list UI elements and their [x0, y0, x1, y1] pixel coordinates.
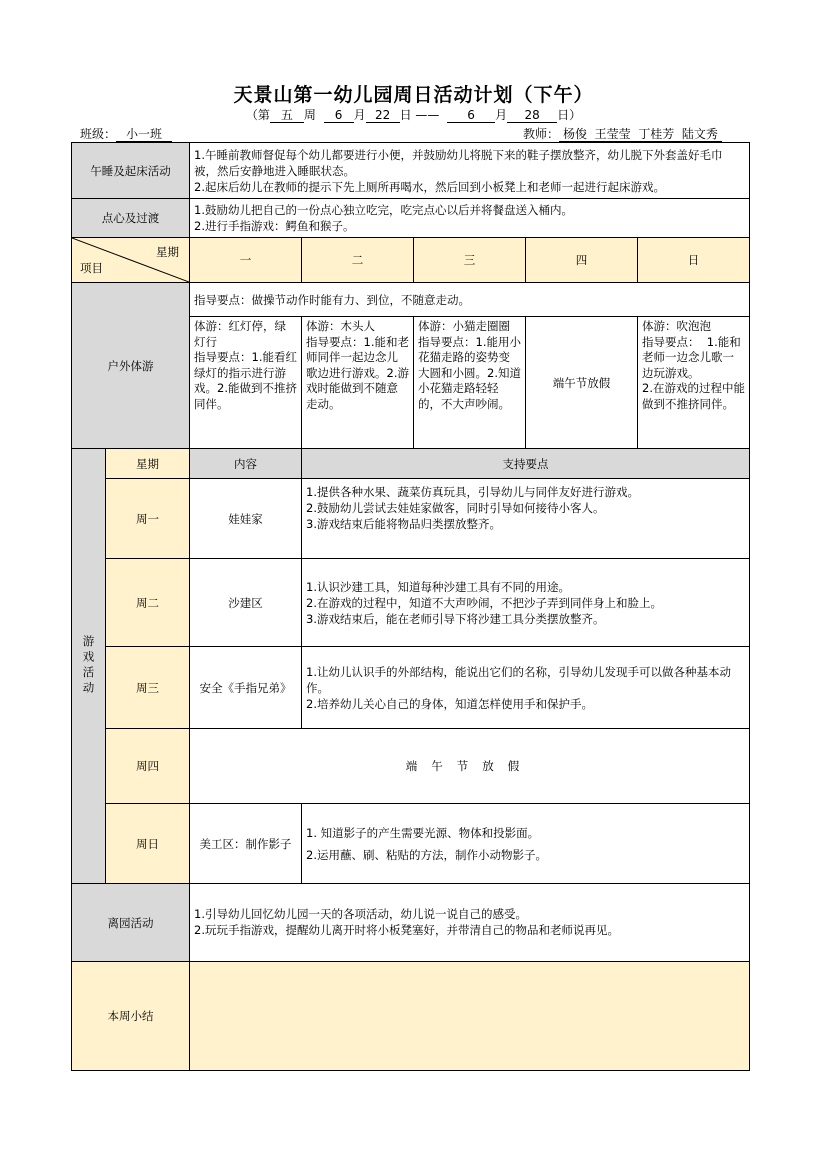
week-range: [0, 106, 827, 123]
start-month: 6: [324, 109, 354, 123]
games-content: 美工区：制作影子: [190, 804, 302, 884]
support-line: 1.认识沙建工具，知道每种沙建工具有不同的用途。: [306, 579, 570, 594]
weekday-header-row: [72, 238, 750, 283]
games-row-mon: [72, 479, 750, 559]
games-col-content: 内容: [190, 449, 302, 479]
nap-row: [72, 143, 750, 199]
games-row-thu: [72, 729, 750, 804]
outdoor-wed: 体游：小猫走圈圈 指导要点：1.能用小花猫走路的姿势变大圆和小圆。2.知道小花猫走路轻轻的，不大声吵闹。: [414, 317, 526, 450]
games-support: [302, 479, 750, 559]
day-label: 日: [399, 108, 412, 122]
outdoor-label: 户外体游: [72, 283, 190, 450]
games-content: 安全《手指兄弟》: [190, 647, 302, 729]
outdoor-tue: 体游：木头人 指导要点：1.能和老师同伴一起边念儿歌边进行游戏。2.游戏时能做到不随意走动。: [302, 317, 414, 450]
outdoor-guide-row: [72, 283, 750, 317]
class-info: [80, 125, 172, 142]
schedule-table: [71, 142, 750, 450]
leave-line-2: 2.玩玩手指游戏，提醒幼儿离开时将小板凳塞好，并带清自己的物品和老师说再见。: [194, 923, 619, 937]
end-day: 28: [507, 109, 557, 123]
day-header-mon: 一: [190, 238, 302, 283]
month-label: 月: [353, 108, 366, 122]
day-header-wed: 三: [414, 238, 526, 283]
games-support: [302, 559, 750, 647]
teacher-names: 杨俊 王莹莹 丁桂芳 陆文秀: [559, 128, 722, 142]
summary-label: 本周小结: [72, 962, 190, 1071]
week-number: 五: [270, 109, 304, 123]
snack-line-2: 2.进行手指游戏：鳄鱼和猴子。: [194, 219, 355, 233]
nap-label: 午睡及起床活动: [72, 143, 190, 199]
games-col-support: 支持要点: [302, 449, 750, 479]
support-line: 2.鼓励幼儿尝试去娃娃家做客，同时引导如何接待小客人。: [306, 501, 605, 515]
support-line: 3.游戏结束后，能在老师引导下将沙建工具分类摆放整齐。: [306, 611, 605, 626]
start-day: 22: [366, 109, 400, 123]
games-day: 周三: [106, 647, 190, 729]
week-label: 周: [303, 108, 316, 122]
games-day: 周一: [106, 479, 190, 559]
nap-content: [190, 143, 750, 199]
range-suffix: 日）: [557, 108, 582, 122]
games-section-label: [72, 449, 106, 884]
support-line: 2.在游戏的过程中，知道不大声吵闹，不把沙子弄到同伴身上和脸上。: [306, 595, 662, 610]
corner-weekday-label: 星期: [156, 245, 179, 259]
end-month: 6: [447, 109, 495, 123]
games-day: 周日: [106, 804, 190, 884]
games-content: 沙建区: [190, 559, 302, 647]
outdoor-guide: 指导要点：做操节动作时能有力、到位，不随意走动。: [190, 283, 750, 317]
day-header-sun: 日: [638, 238, 750, 283]
games-header-row: [72, 449, 750, 479]
games-section-text: 游戏活动: [81, 635, 96, 697]
leave-label: 离园活动: [72, 884, 190, 962]
leave-content: [190, 884, 750, 962]
class-value: 小一班: [116, 128, 172, 142]
month-label: 月: [495, 108, 508, 122]
support-line: 1. 知道影子的产生需要光源、物体和投影面。: [306, 825, 540, 840]
page-title: 天景山第一幼儿园周日活动计划（下午）: [233, 84, 594, 106]
support-line: 1.提供各种水果、蔬菜仿真玩具，引导幼儿与同伴友好进行游戏。: [306, 485, 639, 499]
leave-line-1: 1.引导幼儿回忆幼儿园一天的各项活动，幼儿说一说自己的感受。: [194, 907, 527, 921]
class-label: 班级：: [80, 127, 117, 141]
teacher-label: 教师：: [523, 127, 560, 141]
support-line: 2.培养幼儿关心自己的身体，知道怎样使用手和保护手。: [306, 696, 593, 711]
snack-content: [190, 199, 750, 238]
summary-content[interactable]: [190, 962, 750, 1071]
games-row-tue: [72, 559, 750, 647]
games-content: 娃娃家: [190, 479, 302, 559]
snack-row: [72, 199, 750, 238]
games-support: [302, 804, 750, 884]
week-prefix: （第: [245, 108, 270, 122]
games-row-wed: [72, 647, 750, 729]
games-table: [71, 448, 750, 1071]
games-row-sun: [72, 804, 750, 884]
outdoor-thu: 端午节放假: [526, 317, 638, 450]
nap-line-1: 1.午睡前教师督促每个幼儿都要进行小便，并鼓励幼儿将脱下来的鞋子摆放整齐，幼儿脱下外套盖好毛巾被，然后安静地进入睡眠状态。: [194, 147, 723, 178]
leave-row: [72, 884, 750, 962]
support-line: 1.让幼儿认识手的外部结构，能说出它们的名称，引导幼儿发现手可以做各种基本动作。: [306, 664, 731, 695]
day-header-tue: 二: [302, 238, 414, 283]
snack-line-1: 1.鼓励幼儿把自己的一份点心独立吃完，吃完点心以后并将餐盘送入桶内。: [194, 203, 573, 217]
games-day: 周四: [106, 729, 190, 804]
corner-item-label: 项目: [80, 261, 103, 275]
games-support: [302, 647, 750, 729]
games-holiday: 端午节放假: [190, 729, 750, 804]
outdoor-sun: 体游：吹泡泡 指导要点： 1.能和老师一边念儿歌一边玩游戏。 2.在游戏的过程中能做到不推挤同伴。: [638, 317, 750, 450]
day-header-thu: 四: [526, 238, 638, 283]
support-line: 2.运用蘸、刷、粘贴的方法，制作小动物影子。: [306, 847, 547, 862]
support-line: 3.游戏结束后能将物品归类摆放整齐。: [306, 517, 501, 531]
nap-line-2: 2.起床后幼儿在教师的提示下先上厕所再喝水，然后回到小板凳上和老师一起进行起床游戏。: [194, 179, 665, 194]
range-dash: ——: [415, 108, 440, 122]
outdoor-mon: 体游：红灯停，绿灯行 指导要点：1.能看红绿灯的指示进行游戏。2.能做到不推挤同伴。: [190, 317, 302, 450]
teacher-info: [523, 125, 722, 142]
games-col-day: 星期: [106, 449, 190, 479]
corner-header: [72, 238, 190, 283]
games-day: 周二: [106, 559, 190, 647]
snack-label: 点心及过渡: [72, 199, 190, 238]
summary-row: [72, 962, 750, 1071]
